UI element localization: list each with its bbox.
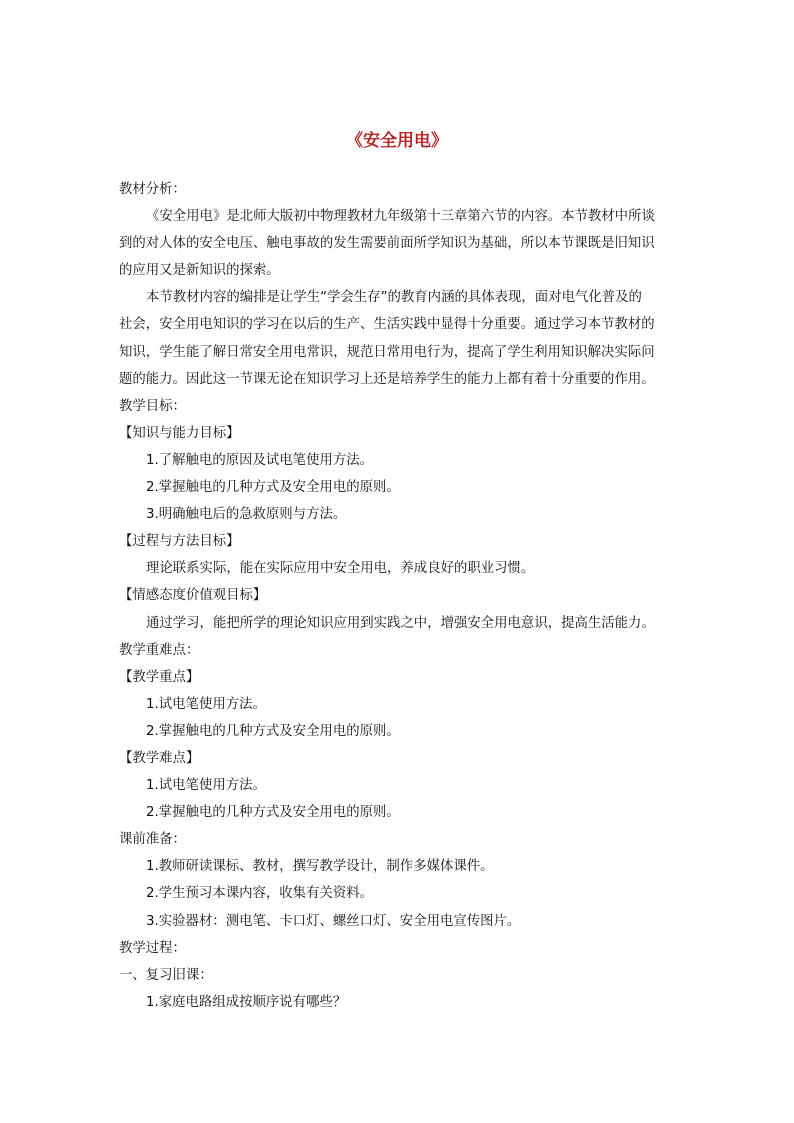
text-line: 1.家庭电路组成按顺序说有哪些？ [146, 994, 347, 1010]
text-line: 1.教师研读课标、教材，撰写教学设计，制作多媒体课件。 [146, 859, 494, 875]
text-line: 1.试电笔使用方法。 [146, 778, 266, 794]
text-line: 2.掌握触电的几种方式及安全用电的原则。 [146, 805, 400, 821]
text-line: 2.学生预习本课内容，收集有关资料。 [146, 886, 374, 902]
text-line: 【知识与能力目标】 [119, 425, 240, 441]
text-line: 3.明确触电后的急救原则与方法。 [146, 507, 347, 523]
text-line: 社会，安全用电知识的学习在以后的生产、生活实践中显得十分重要。通过学习本节教材的 [119, 317, 655, 333]
text-line: 【教学重点】 [119, 669, 200, 685]
document-title: 《安全用电》 [346, 131, 448, 151]
text-line: 1.试电笔使用方法。 [146, 696, 266, 712]
text-line: 【教学难点】 [119, 750, 200, 766]
text-line: 教学过程： [119, 940, 186, 956]
text-line: 知识，学生能了解日常安全用电常识，规范日常用电行为，提高了学生利用知识解决实际问 [119, 344, 655, 360]
text-line: 通过学习，能把所学的理论知识应用到实践之中，增强安全用电意识，提高生活能力。 [146, 615, 655, 631]
text-line: 教学目标： [119, 398, 186, 414]
text-line: 到的对人体的安全电压、触电事故的发生需要前面所学知识为基础，所以本节课既是旧知识 [119, 236, 655, 252]
document-body [119, 176, 679, 1016]
text-line: 教材分析： [119, 182, 186, 197]
text-line: 教学重难点： [119, 642, 200, 658]
text-line: 题的能力。因此这一节课无论在知识学习上还是培养学生的能力上都有着十分重要的作用。 [119, 371, 655, 387]
text-line: 3.实验器材：测电笔、卡口灯、螺丝口灯、安全用电宣传图片。 [146, 913, 521, 929]
text-line: 2.掌握触电的几种方式及安全用电的原则。 [146, 480, 400, 496]
text-line: 理论联系实际，能在实际应用中安全用电，养成良好的职业习惯。 [146, 561, 535, 577]
text-line: 【过程与方法目标】 [119, 534, 240, 550]
text-line: 【情感态度价值观目标】 [119, 588, 267, 604]
text-line: 1.了解触电的原因及试电笔使用方法。 [146, 452, 374, 468]
text-line: 《安全用电》是北师大版初中物理教材九年级第十三章第六节的内容。本节教材中所谈 [146, 209, 655, 225]
text-line: 本节教材内容的编排是让学生“学会生存”的教育内涵的具体表现，面对电气化普及的 [146, 290, 642, 306]
text-line: 一、复习旧课： [119, 967, 213, 983]
text-line: 2.掌握触电的几种方式及安全用电的原则。 [146, 723, 400, 739]
text-line: 的应用又是新知识的探索。 [119, 263, 280, 279]
text-line: 课前准备： [119, 832, 186, 848]
